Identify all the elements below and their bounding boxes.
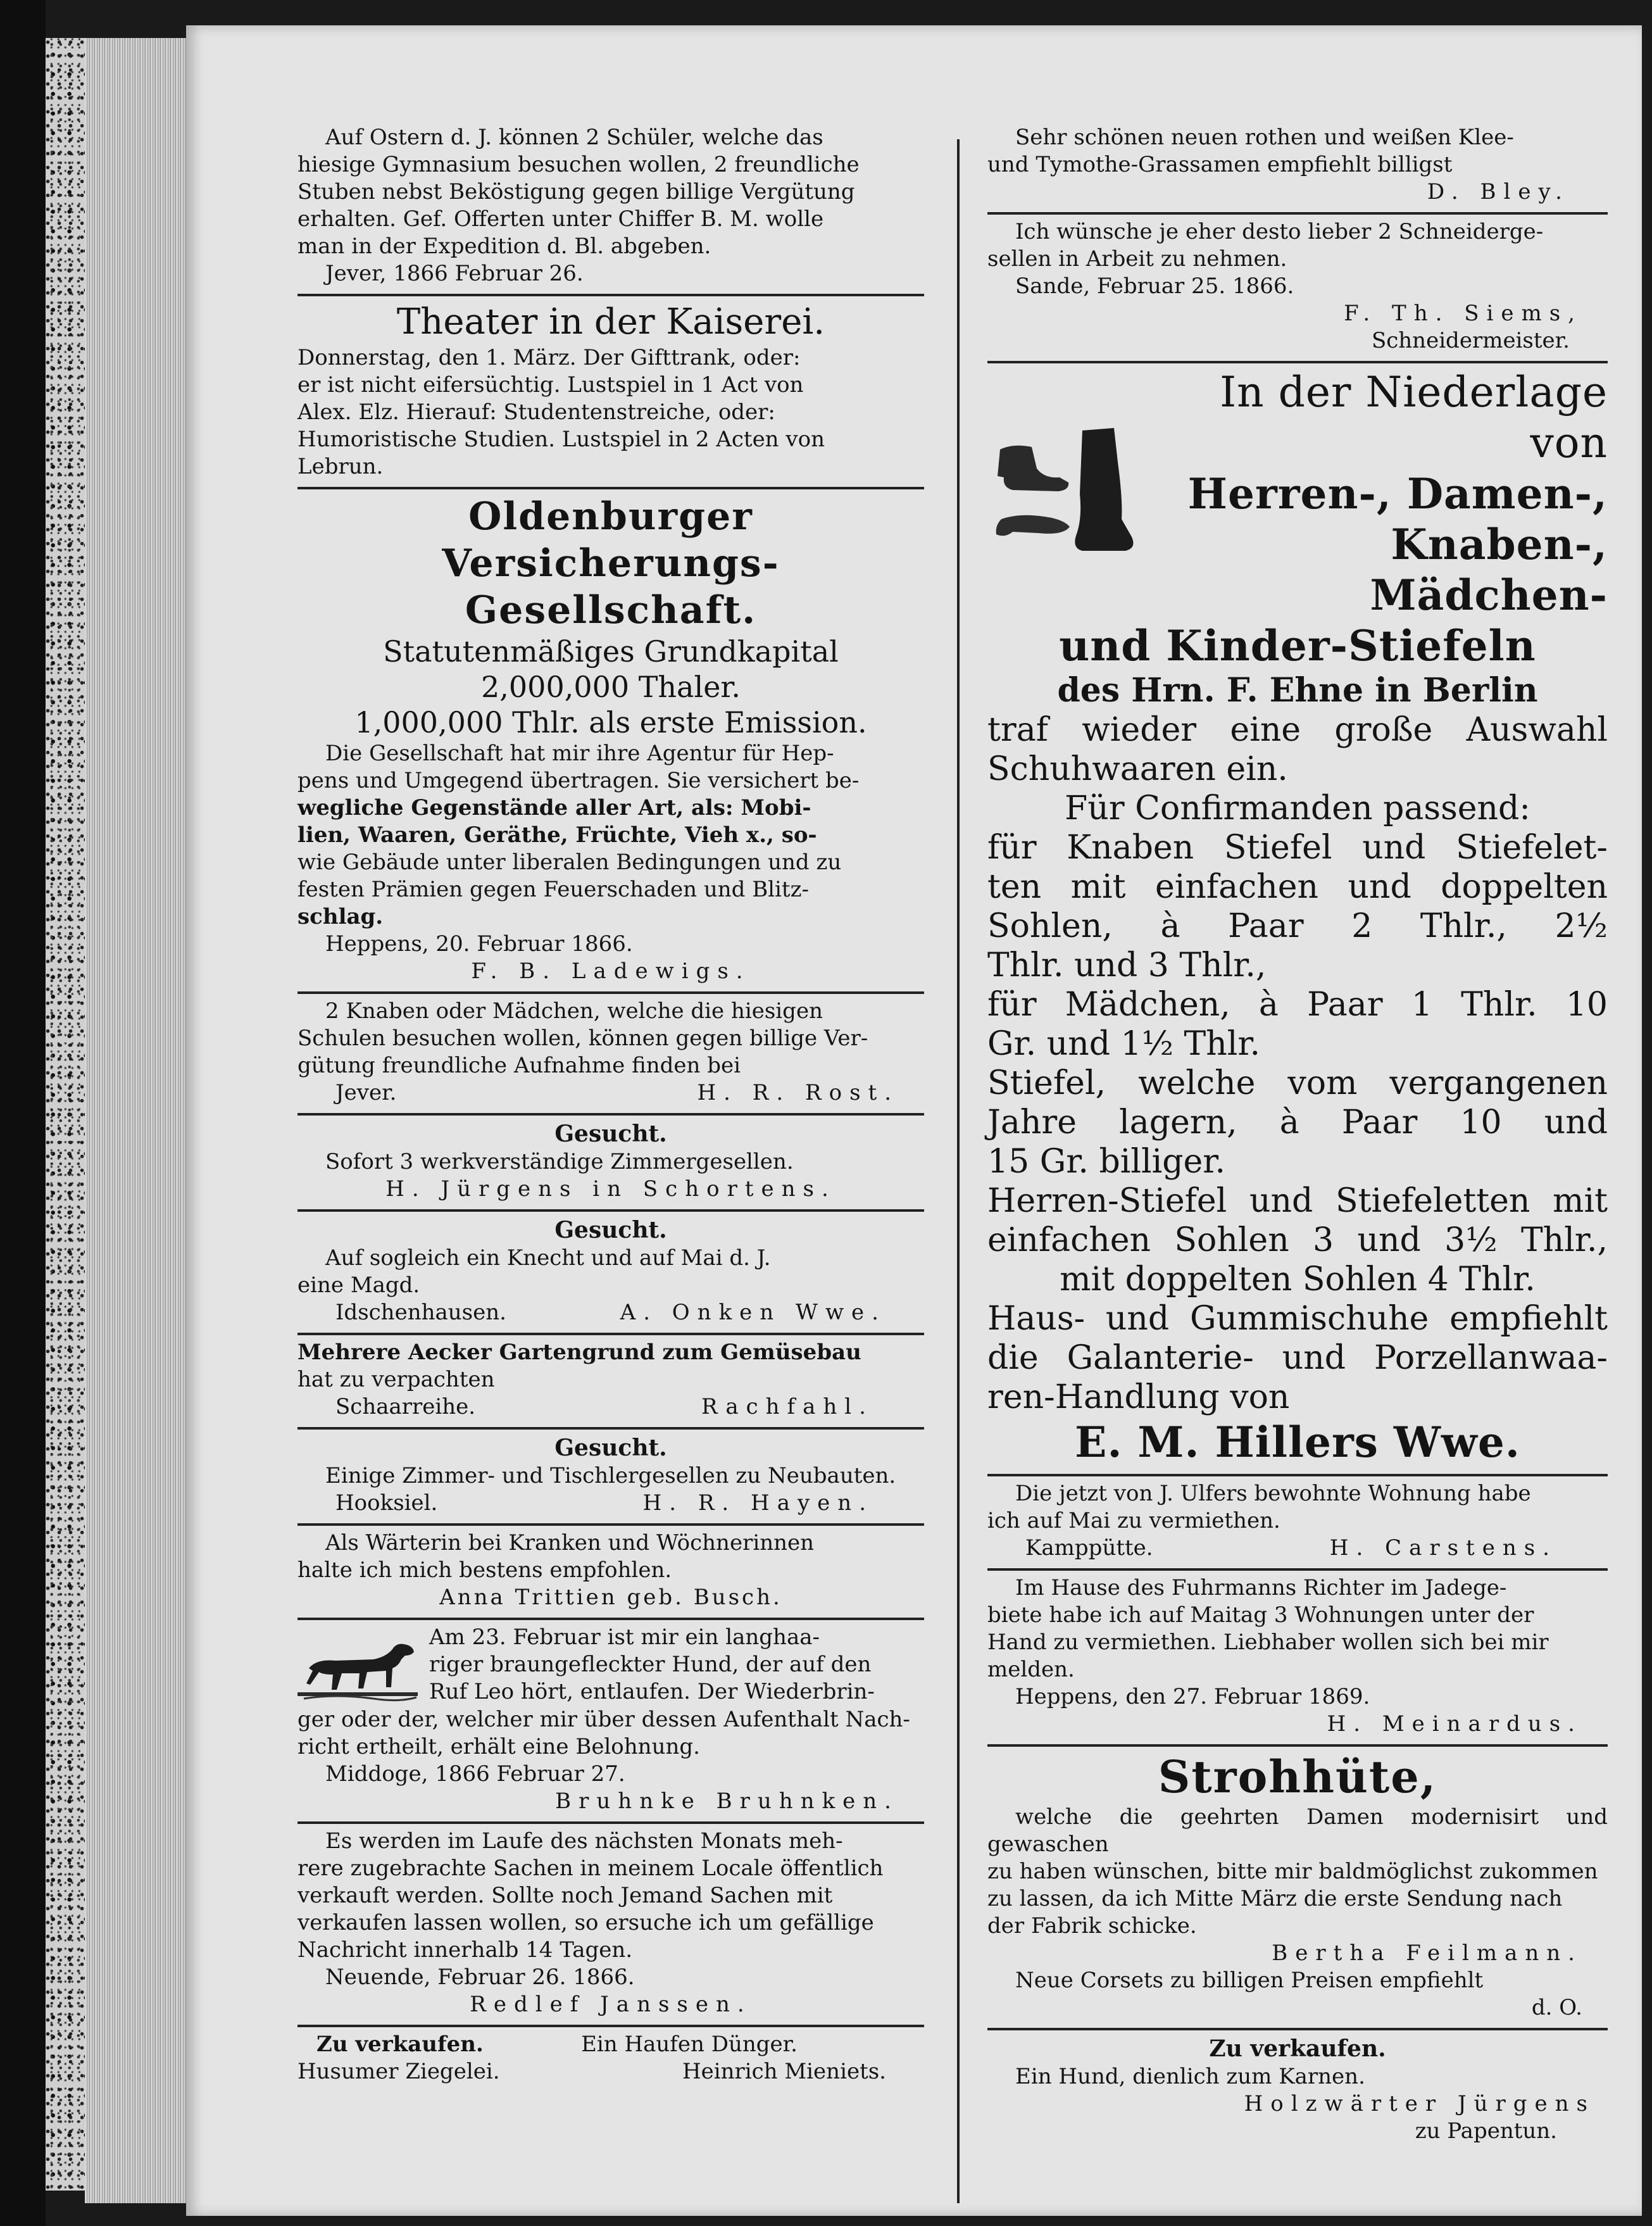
ad-line: Im Hause des Fuhrmanns Richter im Jadege- bbox=[1015, 1575, 1507, 1600]
ad-place: Hooksiel. bbox=[335, 1490, 438, 1516]
stiefel-head-4: und Kinder-Stiefeln bbox=[1059, 621, 1536, 670]
hund-text bbox=[429, 1624, 924, 1706]
stiefel-line: des Hrn. F. Ehne in Berlin bbox=[1057, 671, 1538, 710]
stiefel-line: mit doppelten Sohlen 4 Thlr. bbox=[1060, 1261, 1536, 1298]
versicherung-title-2: Gesellschaft. bbox=[465, 588, 757, 632]
ad-sign-row bbox=[297, 1079, 924, 1107]
ad-signature: Rachfahl. bbox=[701, 1394, 873, 1419]
stiefel-title-lines bbox=[1148, 367, 1608, 620]
ad-place: Idschenhausen. bbox=[335, 1300, 506, 1325]
ad-signature: H. Carstens. bbox=[1329, 1535, 1557, 1561]
scan-background bbox=[0, 0, 46, 2226]
ad-line: pens und Umgegend übertragen. Sie versichert be- bbox=[297, 768, 860, 793]
ad-line: ger oder der, welcher mir über dessen Aufenthalt Nach- bbox=[297, 1707, 910, 1732]
ad-line: Sehr schönen neuen rothen und weißen Klee- bbox=[1015, 125, 1514, 150]
ad-line: zu haben wünschen, bitte mir baldmöglichst zukommen bbox=[987, 1859, 1598, 1884]
stiefel-line: Haus- und Gummischuhe empfiehlt bbox=[987, 1300, 1608, 1338]
ad-signoff: Jever, 1866 Februar 26. bbox=[325, 261, 584, 286]
ad-line: Als Wärterin bei Kranken und Wöchnerinnen bbox=[325, 1530, 815, 1556]
stiefel-firm: E. M. Hillers Wwe. bbox=[1075, 1418, 1520, 1467]
ad-line: riger braungefleckter Hund, der auf den bbox=[429, 1652, 872, 1677]
stiefel-line: Sohlen, à Paar 2 Thlr., 2½ bbox=[987, 907, 1608, 945]
ad-line: wie Gebäude unter liberalen Bedingungen und zu bbox=[297, 850, 842, 875]
ad-place: Husumer Ziegelei. bbox=[297, 2059, 500, 2084]
ad-signature-title: Schneidermeister. bbox=[1371, 328, 1570, 353]
ad-signature: d. O. bbox=[1531, 1995, 1582, 2020]
ad-line: Nachricht innerhalb 14 Tagen. bbox=[297, 1937, 633, 1963]
ad-line: gütung freundliche Aufnahme finden bei bbox=[297, 1053, 741, 1078]
ad-sign-row bbox=[987, 1535, 1608, 1562]
ad-gesucht-1 bbox=[297, 1116, 924, 1212]
versicherung-title: Oldenburger Versicherungs- bbox=[442, 494, 780, 586]
stiefel-line: Gr. und 1½ Thlr. bbox=[987, 1025, 1261, 1063]
ad-schueler bbox=[297, 120, 924, 296]
ad-line: man in der Expedition d. Bl. abgeben. bbox=[297, 234, 711, 259]
ad-line: erhalten. Gef. Offerten unter Chiffer B. M. wolle bbox=[297, 206, 824, 232]
right-column bbox=[987, 120, 1608, 2151]
ad-signature: F. Th. Siems, bbox=[1344, 301, 1582, 326]
verkaufen-title: Zu verkaufen. bbox=[1209, 2035, 1386, 2062]
stiefel-head-1: In der Niederlage von bbox=[1220, 368, 1608, 467]
ad-schneider bbox=[987, 215, 1608, 363]
stiefel-line: für Knaben Stiefel und Stiefelet- bbox=[987, 829, 1608, 867]
ad-line: rere zugebrachte Sachen in meinem Locale öffentlich bbox=[297, 1856, 884, 1881]
stiefel-line: Thlr. und 3 Thlr., bbox=[987, 946, 1267, 984]
ad-signature: F. B. Ladewigs. bbox=[471, 959, 751, 984]
ad-line: hat zu verpachten bbox=[297, 1367, 495, 1392]
verkaufen-title: Zu verkaufen. bbox=[316, 2032, 484, 2057]
ad-line: Ich wünsche je eher desto lieber 2 Schneiderge- bbox=[1015, 219, 1544, 244]
stiefel-line: für Mädchen, à Paar 1 Thlr. 10 bbox=[987, 986, 1608, 1024]
ad-place: Neuende, Februar 26. 1866. bbox=[325, 1965, 635, 1990]
gesucht-title: Gesucht. bbox=[554, 1217, 667, 1243]
corsets-line: Neue Corsets zu billigen Preisen empfiehlt bbox=[1015, 1968, 1484, 1993]
ad-gesucht-2 bbox=[297, 1212, 924, 1335]
ad-theater bbox=[297, 296, 924, 489]
ad-line: Es werden im Laufe des nächsten Monats meh- bbox=[325, 1828, 843, 1854]
ad-line: er ist nicht eifersüchtig. Lustspiel in 1 Act von bbox=[297, 372, 804, 398]
ad-strohhuete bbox=[987, 1747, 1608, 2030]
stiefel-line: Jahre lagern, à Paar 10 und bbox=[987, 1104, 1608, 1141]
ad-line: Die jetzt von J. Ulfers bewohnte Wohnung habe bbox=[1015, 1481, 1531, 1506]
gesucht-title: Gesucht. bbox=[554, 1435, 667, 1461]
ad-versicherung bbox=[297, 489, 924, 994]
stiefel-line: Stiefel, welche vom vergangenen bbox=[987, 1064, 1608, 1102]
ad-line: Mehrere Aecker Gartengrund zum Gemüsebau bbox=[297, 1340, 861, 1365]
stiefel-line: Schuhwaaren ein. bbox=[987, 750, 1288, 788]
ad-place: Heppens, 20. Februar 1866. bbox=[325, 931, 633, 957]
stiefel-line: die Galanterie- und Porzellanwaa- bbox=[987, 1339, 1608, 1377]
ad-verkaufen-left bbox=[297, 2027, 924, 2092]
versicherung-sub: Statutenmäßiges Grundkapital bbox=[383, 634, 839, 669]
ad-signature: H. Meinardus. bbox=[1327, 1711, 1582, 1737]
verkaufen-row bbox=[297, 2031, 924, 2058]
ad-place: Schaarreihe. bbox=[335, 1394, 476, 1419]
ad-line: verkauft werden. Sollte noch Jemand Sachen mit bbox=[297, 1883, 833, 1908]
ad-line: festen Prämien gegen Feuerschaden und Blitz- bbox=[297, 877, 809, 902]
ad-locale bbox=[297, 1824, 924, 2027]
theater-title: Theater in der Kaiserei. bbox=[396, 301, 825, 343]
ad-line: Die Gesellschaft hat mir ihre Agentur für Hep- bbox=[325, 741, 834, 766]
ad-place: Jever. bbox=[335, 1080, 397, 1105]
ad-line: welche die geehrten Damen modernisirt und gewaschen bbox=[987, 1804, 1608, 1857]
ad-line: ich auf Mai zu vermiethen. bbox=[987, 1508, 1280, 1533]
ad-hund bbox=[297, 1620, 924, 1824]
ad-line: sellen in Arbeit zu nehmen. bbox=[987, 246, 1287, 272]
ad-gesucht-3 bbox=[297, 1430, 924, 1526]
ad-line: hiesige Gymnasium besuchen wollen, 2 freundliche bbox=[297, 152, 860, 177]
stiefel-line: ten mit einfachen und doppelten bbox=[987, 868, 1608, 906]
ad-line: verkaufen lassen wollen, so ersuche ich um gefällige bbox=[297, 1910, 874, 1935]
ad-place: Sande, Februar 25. 1866. bbox=[1015, 274, 1294, 299]
ad-line: Sofort 3 werkverständige Zimmergesellen. bbox=[325, 1149, 794, 1174]
ad-line: Humoristische Studien. Lustspiel in 2 Acten von bbox=[297, 427, 825, 452]
ad-line: richt ertheilt, erhält eine Belohnung. bbox=[297, 1734, 700, 1759]
ad-line: wegliche Gegenstände aller Art, als: Mobi- bbox=[297, 795, 811, 821]
ad-signature: Holzwärter Jürgens bbox=[1244, 2091, 1595, 2116]
stiefel-head-2: Herren-, Damen-, bbox=[1187, 469, 1608, 519]
ad-line: der Fabrik schicke. bbox=[987, 1913, 1197, 1939]
ad-place: Heppens, den 27. Februar 1869. bbox=[1015, 1684, 1370, 1709]
ad-verkaufen-right bbox=[987, 2030, 1608, 2151]
stiefel-line: 15 Gr. billiger. bbox=[987, 1143, 1225, 1181]
ad-stiefel bbox=[987, 363, 1608, 1476]
ad-line: Ein Hund, dienlich zum Karnen. bbox=[1015, 2064, 1365, 2089]
strohhuete-title: Strohhüte, bbox=[1158, 1751, 1437, 1803]
ad-signature: Bertha Feilmann. bbox=[1272, 1940, 1582, 1966]
ad-knaben bbox=[297, 994, 924, 1116]
ad-sign-row bbox=[297, 1299, 924, 1326]
ad-signature: D. Bley. bbox=[1427, 179, 1570, 204]
dog-illustration bbox=[297, 1624, 418, 1706]
marbled-book-edge bbox=[46, 38, 85, 2191]
stiefel-line: traf wieder eine große Auswahl bbox=[987, 711, 1608, 749]
ad-aecker bbox=[297, 1335, 924, 1430]
ad-line: Schulen besuchen wollen, können gegen billige Ver- bbox=[297, 1026, 868, 1051]
ad-line: lien, Waaren, Geräthe, Früchte, Vieh x., so- bbox=[297, 822, 817, 848]
ad-line: Hand zu vermiethen. Liebhaber wollen sich bei mir bbox=[987, 1630, 1549, 1655]
ad-line: schlag. bbox=[297, 904, 384, 929]
ad-signature: A. Onken Wwe. bbox=[620, 1300, 886, 1325]
ad-signature-place: zu Papentun. bbox=[1415, 2118, 1557, 2144]
ad-line: Ruf Leo hört, entlaufen. Der Wiederbrin- bbox=[429, 1679, 875, 1704]
ad-signature: Bruhnke Bruhnken. bbox=[555, 1789, 899, 1814]
ad-line: und Tymothe-Grassamen empfiehlt billigst bbox=[987, 152, 1453, 177]
left-column bbox=[297, 120, 924, 2092]
ad-line: Auf sogleich ein Knecht und auf Mai d. J. bbox=[325, 1245, 771, 1271]
ad-line: Lebrun. bbox=[297, 454, 384, 479]
ad-place: Kamppütte. bbox=[1025, 1535, 1153, 1561]
ad-line: eine Magd. bbox=[297, 1273, 420, 1298]
ad-line: Stuben nebst Beköstigung gegen billige Vergütung bbox=[297, 179, 855, 204]
ad-line: melden. bbox=[987, 1657, 1075, 1682]
column-divider bbox=[957, 139, 960, 2203]
ad-line: biete habe ich auf Maitag 3 Wohnungen unter der bbox=[987, 1602, 1534, 1628]
ad-line: Am 23. Februar ist mir ein langhaa- bbox=[429, 1625, 820, 1650]
stiefel-head-3: Knaben-, Mädchen- bbox=[1370, 520, 1608, 620]
ad-sign-row bbox=[297, 1490, 924, 1517]
stiefel-line: Für Confirmanden passend: bbox=[1065, 789, 1530, 827]
ad-grassamen bbox=[987, 120, 1608, 215]
ad-line: Alex. Elz. Hierauf: Studentenstreiche, oder: bbox=[297, 399, 775, 425]
versicherung-sub: 2,000,000 Thaler. bbox=[481, 670, 741, 704]
stiefel-header bbox=[987, 367, 1608, 620]
ad-signature: Anna Trittien geb. Busch. bbox=[439, 1585, 782, 1610]
hund-row bbox=[297, 1624, 924, 1706]
ad-signature: H. Jürgens in Schortens. bbox=[385, 1176, 836, 1202]
ad-line: Einige Zimmer- und Tischlergesellen zu Neubauten. bbox=[325, 1463, 896, 1488]
ad-place: Middoge, 1866 Februar 27. bbox=[325, 1761, 625, 1787]
versicherung-sub: 1,000,000 Thlr. als erste Emission. bbox=[354, 705, 867, 739]
ad-waerterin bbox=[297, 1526, 924, 1620]
ad-signature: Heinrich Mieniets. bbox=[682, 2059, 886, 2084]
verkaufen-text: Ein Haufen Dünger. bbox=[581, 2032, 798, 2057]
ad-line: Auf Ostern d. J. können 2 Schüler, welche das bbox=[325, 125, 823, 150]
boots-illustration bbox=[987, 424, 1139, 563]
ad-signature: H. R. Hayen. bbox=[642, 1490, 873, 1516]
ad-line: halte ich mich bestens empfohlen. bbox=[297, 1557, 672, 1583]
ad-wohnung-1 bbox=[987, 1476, 1608, 1571]
ad-line: Donnerstag, den 1. März. Der Gifttrank, oder: bbox=[297, 345, 801, 370]
stiefel-line: einfachen Sohlen 3 und 3½ Thlr., bbox=[987, 1221, 1608, 1259]
ad-line: 2 Knaben oder Mädchen, welche die hiesigen bbox=[325, 998, 823, 1024]
ad-line: zu lassen, da ich Mitte März die erste Sendung nach bbox=[987, 1886, 1563, 1911]
stiefel-line: Herren-Stiefel und Stiefeletten mit bbox=[987, 1182, 1608, 1220]
page-stack-edge bbox=[85, 38, 186, 2203]
ad-sign-row bbox=[297, 2058, 924, 2085]
ad-signature: H. R. Rost. bbox=[697, 1080, 899, 1105]
gesucht-title: Gesucht. bbox=[554, 1121, 667, 1147]
stiefel-line: ren-Handlung von bbox=[987, 1378, 1290, 1416]
ad-signature: Redlef Janssen. bbox=[470, 1992, 752, 2017]
ad-sign-row bbox=[297, 1393, 924, 1421]
ad-wohnung-2 bbox=[987, 1571, 1608, 1747]
